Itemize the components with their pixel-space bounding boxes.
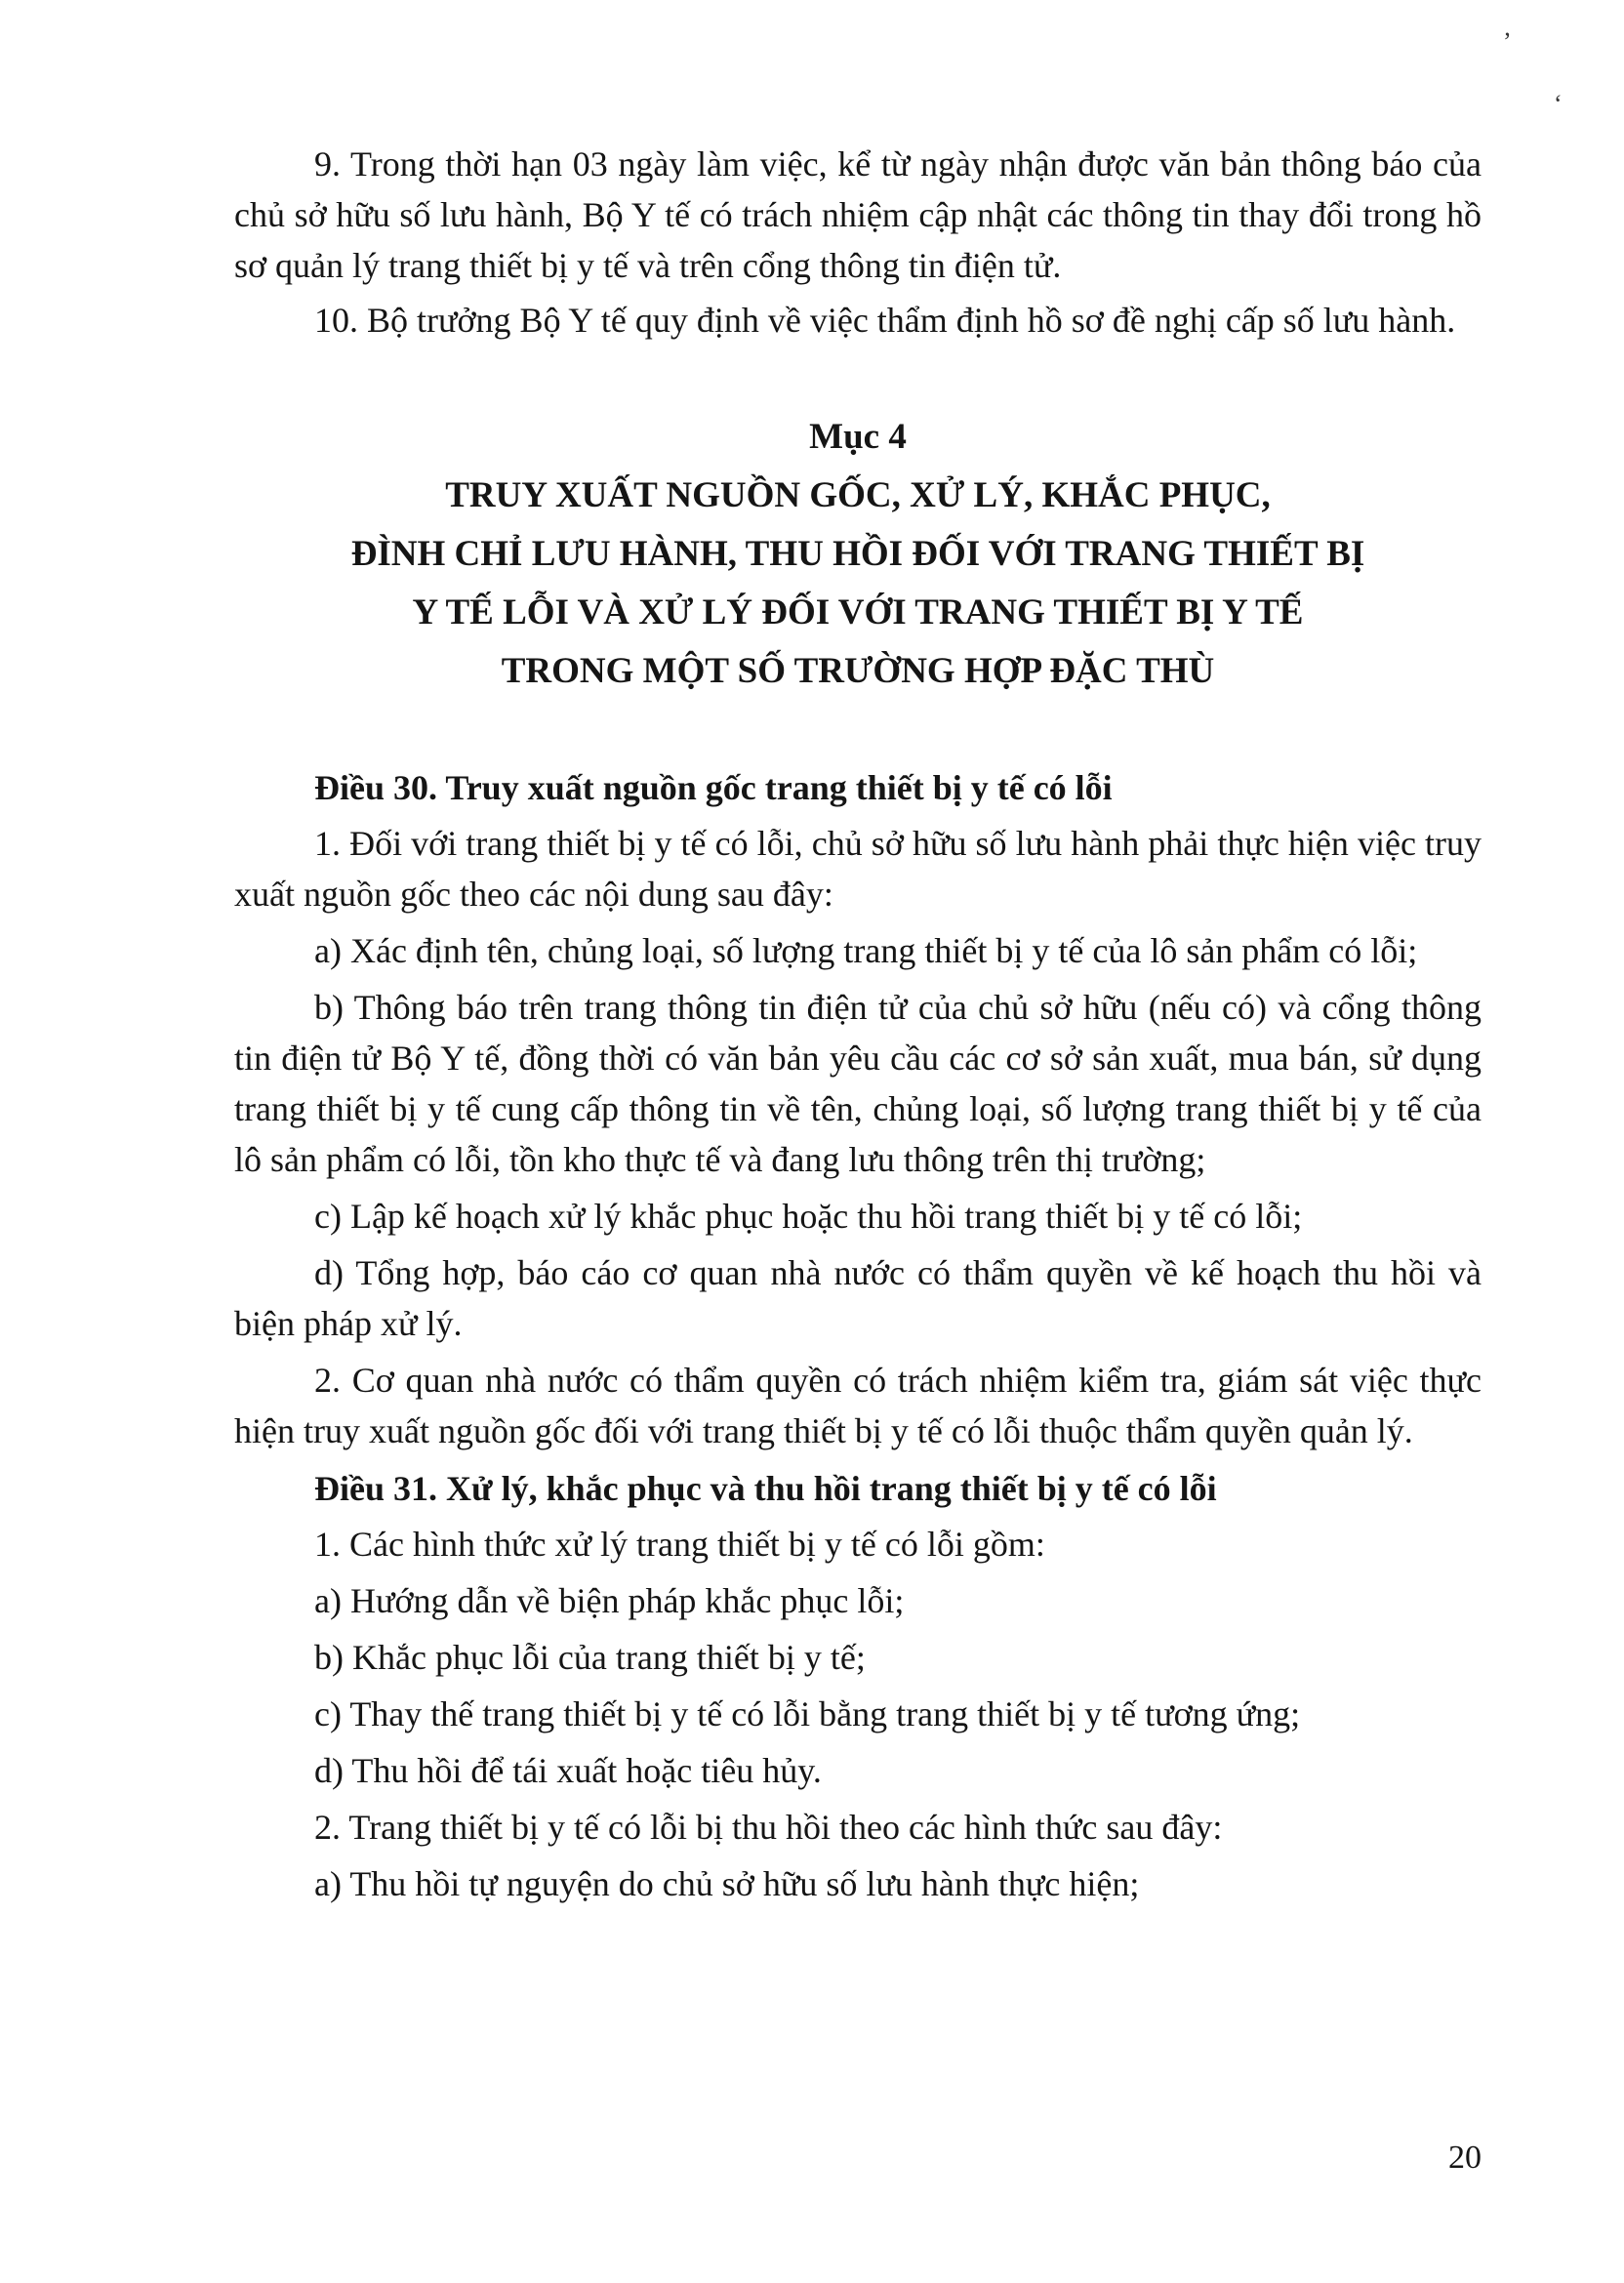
section-heading xyxy=(234,408,1482,701)
article-30-clause: c) Lập kế hoạch xử lý khắc phục hoặc thu hồi trang thiết bị y tế có lỗi; xyxy=(314,1197,1303,1236)
article-31-clause: 2. Trang thiết bị y tế có lỗi bị thu hồi theo các hình thức sau đây: xyxy=(314,1808,1223,1847)
page-number: 20 xyxy=(1448,2140,1482,2176)
article-31-clause: c) Thay thế trang thiết bị y tế có lỗi bằng trang thiết bị y tế tương ứng; xyxy=(314,1694,1301,1733)
article-30-clause: 1. Đối với trang thiết bị y tế có lỗi, chủ sở hữu số lưu hành phải thực hiện việc truy xuất nguồn gốc theo các nội dung sau đây: xyxy=(234,824,1482,914)
article-30-clause: b) Thông báo trên trang thông tin điện tử của chủ sở hữu (nếu có) và cổng thông tin điện tử Bộ Y tế, đồng thời có văn bản yêu cầu các cơ sở sản xuất, mua bán, sử dụng trang thiết bị y tế cung cấp thông tin về tên, chủng loại, số lượng trang thiết bị y tế của lô sản phẩm có lỗi, tồn kho thực tế và đang lưu thông trên thị trường; xyxy=(234,988,1482,1179)
article-30-heading: Điều 30. Truy xuất nguồn gốc trang thiết bị y tế có lỗi xyxy=(314,768,1113,807)
section-title-line: TRUY XUẤT NGUỒN GỐC, XỬ LÝ, KHẮC PHỤC, xyxy=(445,475,1271,515)
article-30-clause: 2. Cơ quan nhà nước có thẩm quyền có trách nhiệm kiểm tra, giám sát việc thực hiện truy xuất nguồn gốc đối với trang thiết bị y tế có lỗi thuộc thẩm quyền quản lý. xyxy=(234,1361,1482,1450)
article-31-clause: 1. Các hình thức xử lý trang thiết bị y tế có lỗi gồm: xyxy=(314,1525,1045,1564)
paragraph-10: 10. Bộ trưởng Bộ Y tế quy định về việc thẩm định hồ sơ đề nghị cấp số lưu hành. xyxy=(314,301,1456,340)
scan-mark: ’ xyxy=(1503,27,1512,56)
section-title-line: TRONG MỘT SỐ TRƯỜNG HỢP ĐẶC THÙ xyxy=(501,651,1215,691)
section-title-line: Y TẾ LỖI VÀ XỬ LÝ ĐỐI VỚI TRANG THIẾT BỊ Y TẾ xyxy=(412,592,1304,632)
section-number: Mục 4 xyxy=(809,417,907,457)
article-31-clause: b) Khắc phục lỗi của trang thiết bị y tế; xyxy=(314,1638,866,1677)
section-title-line: ĐÌNH CHỈ LƯU HÀNH, THU HỒI ĐỐI VỚI TRANG THIẾT BỊ xyxy=(350,534,1365,574)
paragraph-9: 9. Trong thời hạn 03 ngày làm việc, kể từ ngày nhận được văn bản thông báo của chủ sở hữu số lưu hành, Bộ Y tế có trách nhiệm cập nhật các thông tin thay đổi trong hồ sơ quản lý trang thiết bị y tế và trên cổng thông tin điện tử. xyxy=(234,144,1482,285)
article-30-clause: d) Tổng hợp, báo cáo cơ quan nhà nước có thẩm quyền về kế hoạch thu hồi và biện pháp xử lý. xyxy=(234,1253,1482,1343)
scan-mark: ‘ xyxy=(1554,90,1563,118)
article-30-clause: a) Xác định tên, chủng loại, số lượng trang thiết bị y tế của lô sản phẩm có lỗi; xyxy=(314,931,1418,970)
article-31-clause: d) Thu hồi để tái xuất hoặc tiêu hủy. xyxy=(314,1751,822,1790)
article-31-clause: a) Thu hồi tự nguyện do chủ sở hữu số lưu hành thực hiện; xyxy=(314,1864,1140,1903)
article-31-heading: Điều 31. Xử lý, khắc phục và thu hồi trang thiết bị y tế có lỗi xyxy=(314,1469,1217,1508)
article-31-clause: a) Hướng dẫn về biện pháp khắc phục lỗi; xyxy=(314,1581,905,1620)
document-body xyxy=(234,139,1482,1915)
